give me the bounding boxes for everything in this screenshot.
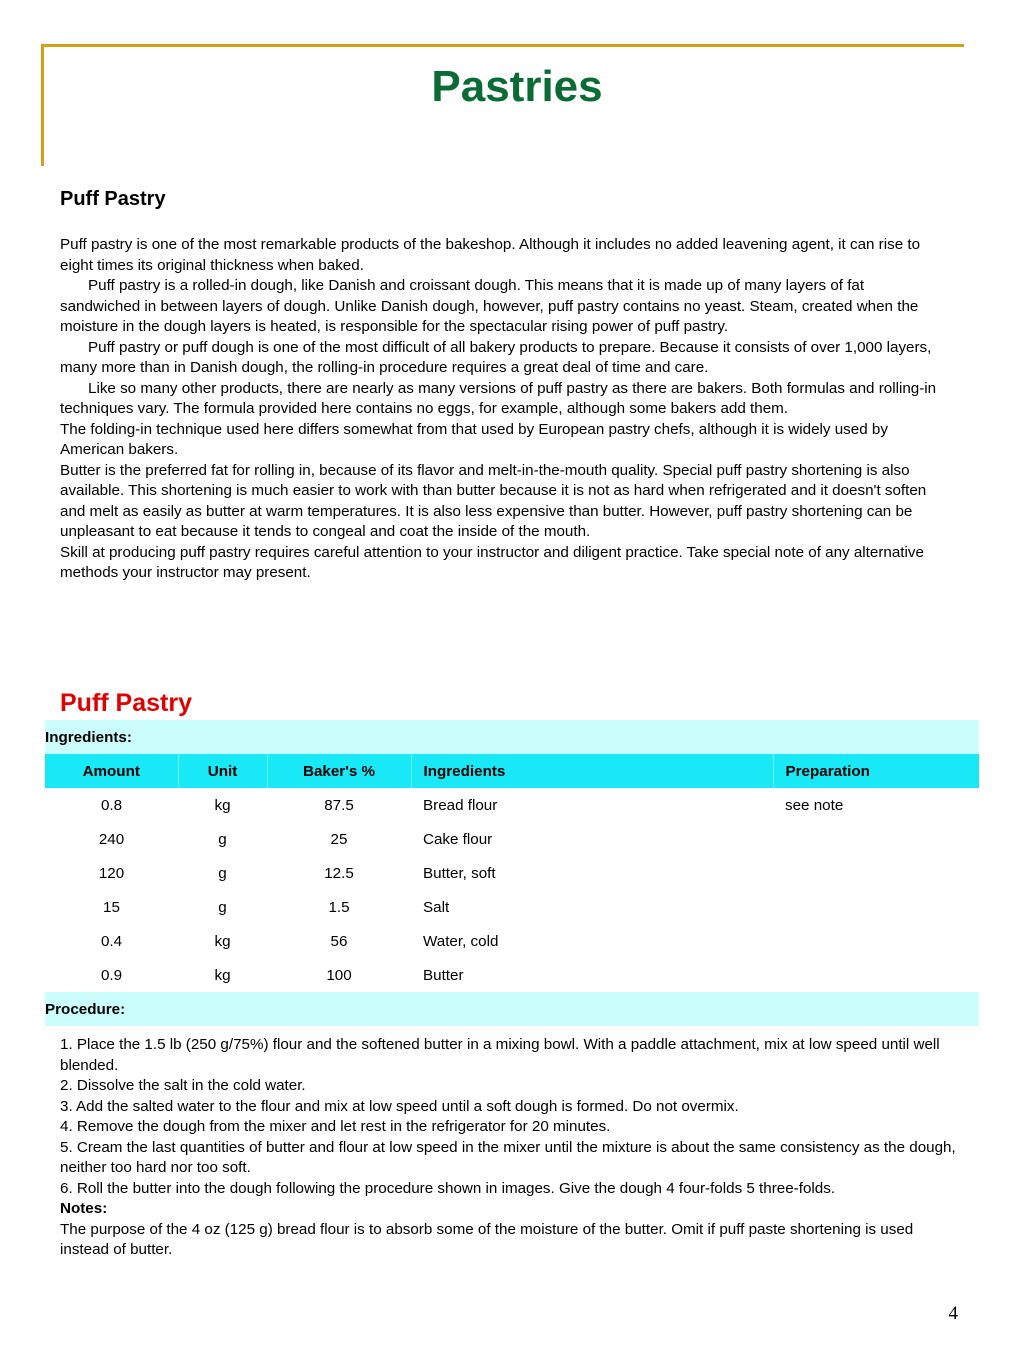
notes-label: Notes: bbox=[60, 1200, 108, 1217]
preparation-cell bbox=[773, 924, 979, 958]
bakers-percent-cell: 56 bbox=[330, 932, 348, 950]
ingredients-label-row bbox=[45, 720, 979, 754]
unit-cell: kg bbox=[214, 932, 231, 950]
unit-cell: g bbox=[218, 898, 227, 916]
ingredient-cell: Water, cold bbox=[423, 932, 499, 950]
ingredients-label: Ingredients: bbox=[45, 720, 979, 754]
ingredient-cell: Cake flour bbox=[423, 830, 493, 848]
amount-cell: 15 bbox=[103, 898, 120, 916]
procedure-label: Procedure: bbox=[45, 992, 979, 1026]
preparation-cell bbox=[773, 856, 979, 890]
bakers-percent-cell: 1.5 bbox=[328, 898, 350, 916]
page-title: Pastries bbox=[431, 62, 603, 111]
body-text bbox=[60, 235, 945, 584]
procedure-text bbox=[60, 1035, 965, 1261]
unit-cell: g bbox=[218, 864, 227, 882]
unit-cell: kg bbox=[214, 796, 231, 814]
unit-cell: g bbox=[218, 830, 227, 848]
ingredient-cell: Butter, soft bbox=[423, 864, 496, 882]
procedure-step: 4. Remove the dough from the mixer and let rest in the refrigerator for 20 minutes. bbox=[60, 1118, 611, 1135]
body-paragraph: Puff pastry is one of the most remarkable products of the bakeshop. Although it includes no added leavening agent, it can rise to eight times its original thickness when baked. bbox=[60, 236, 921, 274]
procedure-step: 5. Cream the last quantities of butter and flour at low speed in the mixer until the mixture is about the same consistency as the dough, neither too hard nor too soft. bbox=[60, 1138, 956, 1176]
table-row bbox=[45, 958, 979, 992]
body-paragraph: Like so many other products, there are nearly as many versions of puff pastry as there are bakers. Both formulas and rolling-in techniques vary. The formula provided here contains no eggs, for example, although some bakers add them. bbox=[60, 379, 937, 417]
body-paragraph: Skill at producing puff pastry requires careful attention to your instructor and diligent practice. Take special note of any alternative methods your instructor may present. bbox=[60, 543, 924, 581]
column-header-bakers-percent: Baker's % bbox=[267, 754, 411, 788]
section-heading: Puff Pastry bbox=[60, 188, 166, 210]
bakers-percent-cell: 100 bbox=[326, 966, 352, 984]
body-paragraph: Puff pastry or puff dough is one of the most difficult of all bakery products to prepare. Because it consists of over 1,000 layers, many more than in Danish dough, the rolling-in procedure requires a great deal of time and care. bbox=[60, 338, 932, 376]
table-row bbox=[45, 788, 979, 822]
preparation-cell bbox=[773, 958, 979, 992]
body-paragraph: Puff pastry is a rolled-in dough, like Danish and croissant dough. This means that it is made up of many layers of fat sandwiched in between layers of dough. Unlike Danish dough, however, puff pastry contains no yeast. Steam, created when the moisture in the dough layers is heated, is responsible for the spectacular rising power of puff pastry. bbox=[60, 277, 919, 335]
table-header-row bbox=[45, 754, 979, 788]
column-header-unit: Unit bbox=[178, 754, 267, 788]
page-number: 4 bbox=[948, 1303, 958, 1324]
column-header-ingredients: Ingredients bbox=[411, 754, 773, 788]
column-header-preparation: Preparation bbox=[773, 754, 979, 788]
table-row bbox=[45, 924, 979, 958]
bakers-percent-cell: 87.5 bbox=[324, 796, 354, 814]
preparation-cell bbox=[773, 822, 979, 856]
bakers-percent-cell: 12.5 bbox=[324, 864, 354, 882]
procedure-label-row bbox=[45, 992, 979, 1026]
table-row bbox=[45, 856, 979, 890]
bakers-percent-cell: 25 bbox=[330, 830, 348, 848]
preparation-cell bbox=[773, 890, 979, 924]
amount-cell: 0.4 bbox=[100, 932, 123, 950]
ingredient-cell: Salt bbox=[423, 898, 450, 916]
frame-top-border bbox=[41, 44, 964, 47]
column-header-amount: Amount bbox=[45, 754, 178, 788]
table-row bbox=[45, 822, 979, 856]
preparation-cell: see note bbox=[785, 796, 844, 814]
ingredient-cell: Bread flour bbox=[423, 796, 498, 814]
recipe-title: Puff Pastry bbox=[60, 689, 192, 717]
amount-cell: 0.8 bbox=[100, 796, 123, 814]
amount-cell: 120 bbox=[98, 864, 125, 882]
notes-text: The purpose of the 4 oz (125 g) bread flour is to absorb some of the moisture of the butter. Omit if puff paste shortening is used instead of butter. bbox=[60, 1220, 914, 1258]
ingredient-cell: Butter bbox=[423, 966, 464, 984]
procedure-step: 1. Place the 1.5 lb (250 g/75%) flour and the softened butter in a mixing bowl. With a paddle attachment, mix at low speed until well blended. bbox=[60, 1036, 940, 1074]
amount-cell: 240 bbox=[98, 830, 125, 848]
procedure-step: 3. Add the salted water to the flour and mix at low speed until a soft dough is formed. Do not overmix. bbox=[60, 1097, 739, 1115]
procedure-step: 2. Dissolve the salt in the cold water. bbox=[60, 1077, 306, 1094]
unit-cell: kg bbox=[214, 966, 231, 984]
amount-cell: 0.9 bbox=[100, 966, 123, 984]
body-paragraph: The folding-in technique used here differs somewhat from that used by European pastry chefs, although it is widely used by American bakers. bbox=[60, 420, 888, 458]
body-paragraph: Butter is the preferred fat for rolling in, because of its flavor and melt-in-the-mouth quality. Special puff pastry shortening is also available. This shortening is much easier to work with than butter because it is not as hard when refrigerated and it doesn't soften and melt as easily as butter at warm temperatures. It is also less expensive than butter. However, puff pastry shortening can be unpleasant to eat because it tends to congeal and coat the inside of the mouth. bbox=[60, 461, 927, 540]
recipe-table bbox=[45, 720, 979, 1026]
procedure-step: 6. Roll the butter into the dough following the procedure shown in images. Give the dough 4 four-folds 5 three-folds. bbox=[60, 1179, 836, 1197]
table-row bbox=[45, 890, 979, 924]
